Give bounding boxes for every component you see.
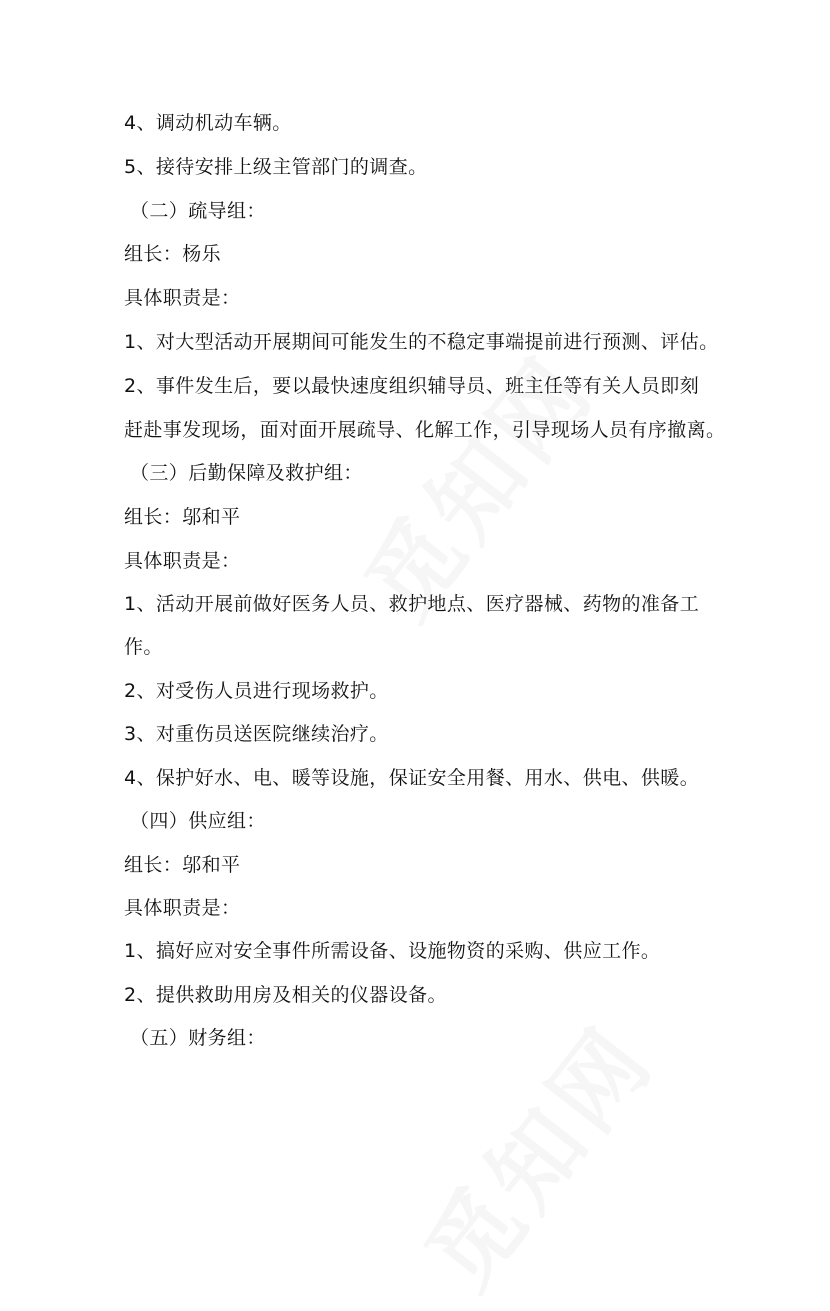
text-line: 组长：邬和平 [124,854,241,876]
section-heading: （四）供应组： [130,810,266,832]
watermark [390,994,679,1311]
text-line: 3、对重伤员送医院继续治疗。 [124,723,389,745]
text-line: 1、活动开展前做好医务人员、救护地点、医疗器械、药物的准备工 [124,593,700,615]
text-line: 2、对受伤人员进行现场救护。 [124,680,389,702]
section-heading: （二）疏导组： [130,200,266,222]
text-line: 作。 [124,636,163,658]
text-line: 4、调动机动车辆。 [124,112,292,134]
text-line: 2、事件发生后，要以最快速度组织辅导员、班主任等有关人员即刻 [124,375,700,397]
text-line: 2、提供救助用房及相关的仪器设备。 [124,984,447,1006]
text-line: 4、保护好水、电、暖等设施，保证安全用餐、用水、供电、供暖。 [124,767,700,789]
section-heading: （五）财务组： [130,1027,266,1049]
text-line: 组长：邬和平 [124,506,241,528]
text-line: 赶赴事发现场，面对面开展疏导、化解工作，引导现场人员有序撤离。 [124,419,726,441]
text-line: 组长：杨乐 [124,243,222,265]
text-line: 具体职责是： [124,550,241,572]
text-line: 具体职责是： [124,287,241,309]
text-line: 具体职责是： [124,897,241,919]
section-heading: （三）后勤保障及救护组： [130,462,363,484]
text-line: 1、对大型活动开展期间可能发生的不稳定事端提前进行预测、评估。 [124,331,719,353]
text-line: 1、搞好应对安全事件所需设备、设施物资的采购、供应工作。 [124,940,661,962]
text-line: 5、接待安排上级主管部门的调查。 [124,156,428,178]
